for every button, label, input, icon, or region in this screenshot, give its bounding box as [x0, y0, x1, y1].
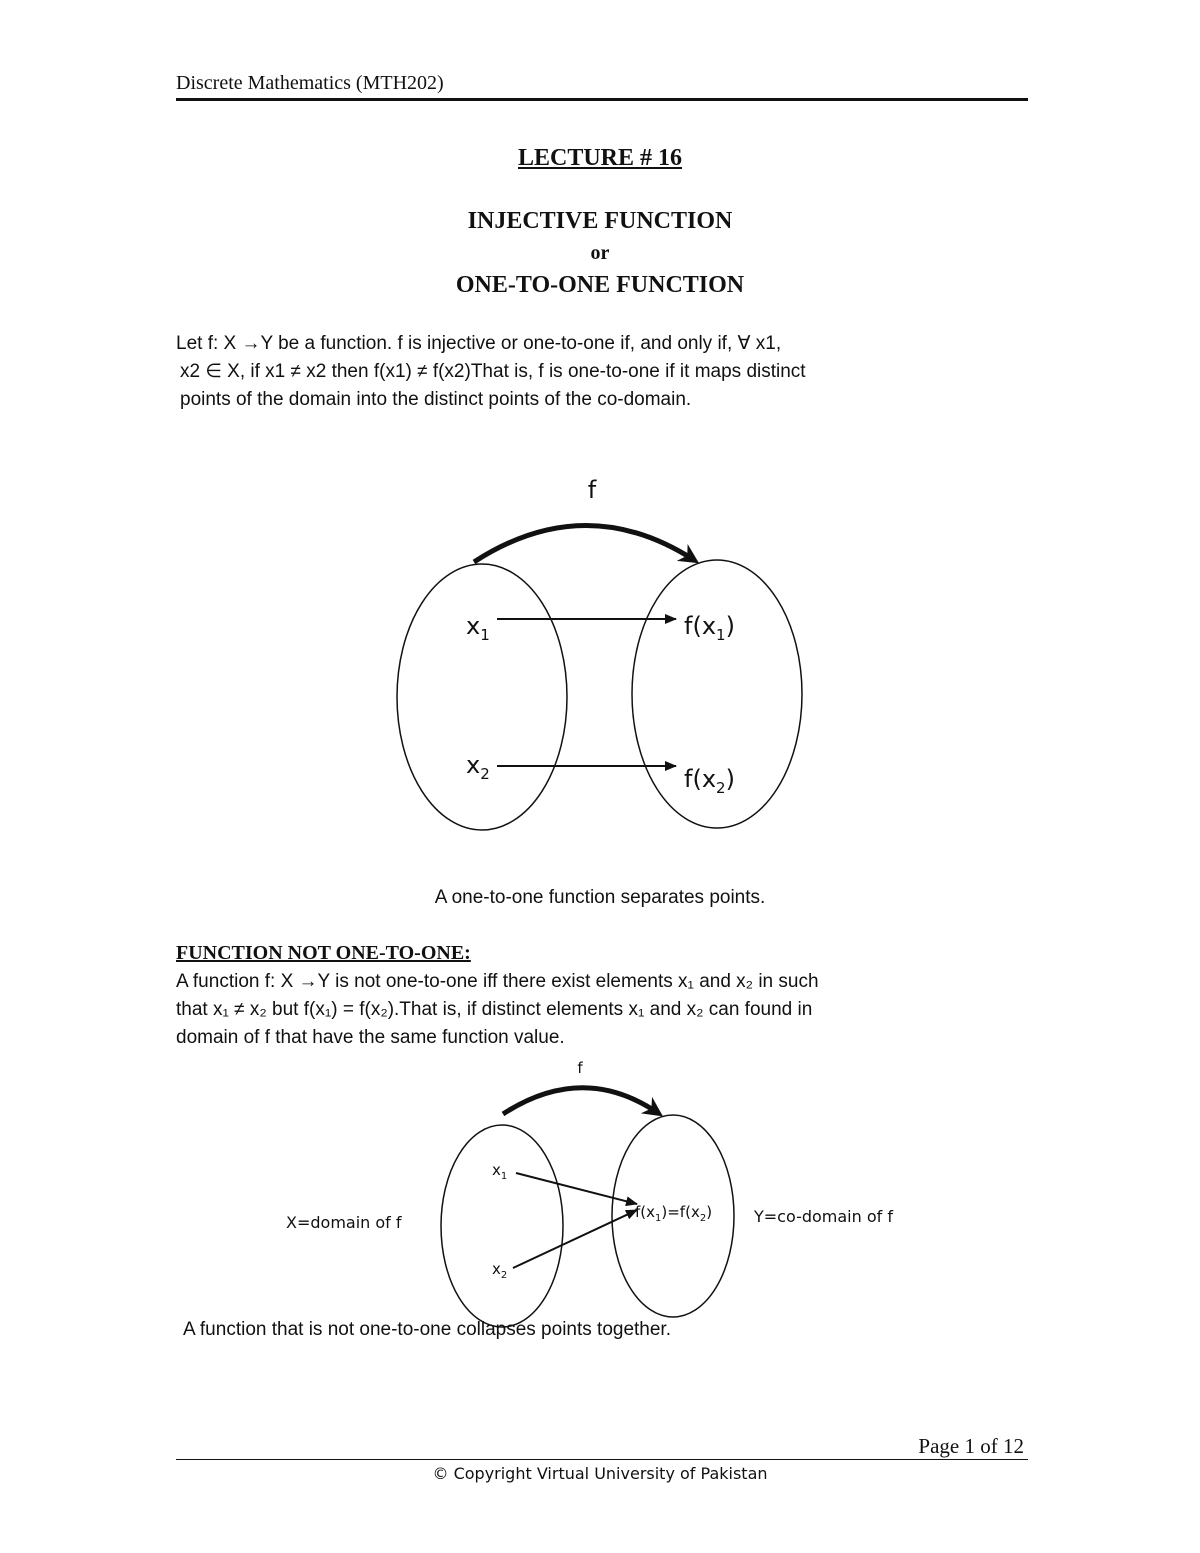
diagram2-x1-label: $x_1$ [492, 1161, 508, 1182]
heading-or: or [590, 242, 610, 264]
diagram1-domain-ellipse [397, 564, 567, 830]
definition-line-1: Let f: X →Y be a function. f is injective or one-to-one if, and only if, ∀ x1, [176, 333, 782, 354]
lecture-title: LECTURE # 16 [517, 145, 683, 171]
diagram1-f-label: f [587, 476, 597, 504]
diagram1-fx2-label: $f(x_2)$ [684, 765, 735, 797]
footer-copyright: © Copyright Virtual University of Pakistan [432, 1464, 768, 1483]
diagram2-x2-label: $x_2$ [492, 1260, 508, 1281]
diagram2-domain-label: X=domain of f [286, 1213, 402, 1232]
section-heading-not-one-to-one: FUNCTION NOT ONE-TO-ONE: [176, 942, 471, 964]
section2-line-1: A function f: X →Y is not one-to-one iff there exist elements x₁ and x₂ in such [176, 971, 819, 992]
header-title: Discrete Mathematics (MTH202) [176, 72, 444, 94]
diagram2-f-label: f [577, 1059, 583, 1077]
diagram2-domain-ellipse [441, 1125, 563, 1327]
heading-injective: INJECTIVE FUNCTION [467, 208, 733, 234]
heading-one-to-one: ONE-TO-ONE FUNCTION [455, 272, 745, 298]
footer-rule [176, 1459, 1028, 1460]
diagram2-codomain-label: Y=co-domain of f [754, 1207, 893, 1226]
diagram1-fx1-label: $f(x_1)$ [684, 612, 735, 644]
definition-line-2: x2 ∈ X, if x1 ≠ x2 then f(x1) ≠ f(x2)That is, f is one-to-one if it maps distinct [180, 361, 806, 382]
diagram2-arrow-x1 [516, 1173, 637, 1204]
diagram1-x2-label: $x_2$ [466, 751, 490, 783]
definition-line-3: points of the domain into the distinct points of the co-domain. [180, 389, 692, 410]
diagram2-caption: A function that is not one-to-one collapses points together. [183, 1319, 671, 1340]
diagram1-x1-label: $x_1$ [466, 612, 490, 644]
section2-line-2: that x₁ ≠ x₂ but f(x₁) = f(x₂).That is, if distinct elements x₁ and x₂ can found in [176, 999, 813, 1020]
diagram1-mapping-arc [474, 525, 694, 562]
page-number: Page 1 of 12 [918, 1434, 1024, 1458]
diagram1-caption: A one-to-one function separates points. [434, 887, 766, 908]
section2-line-3: domain of f that have the same function value. [176, 1027, 565, 1048]
diagram2-mapping-arc [503, 1088, 658, 1114]
diagram2-collapse-label: $f(x_1)=f(x_2)$ [635, 1203, 713, 1224]
